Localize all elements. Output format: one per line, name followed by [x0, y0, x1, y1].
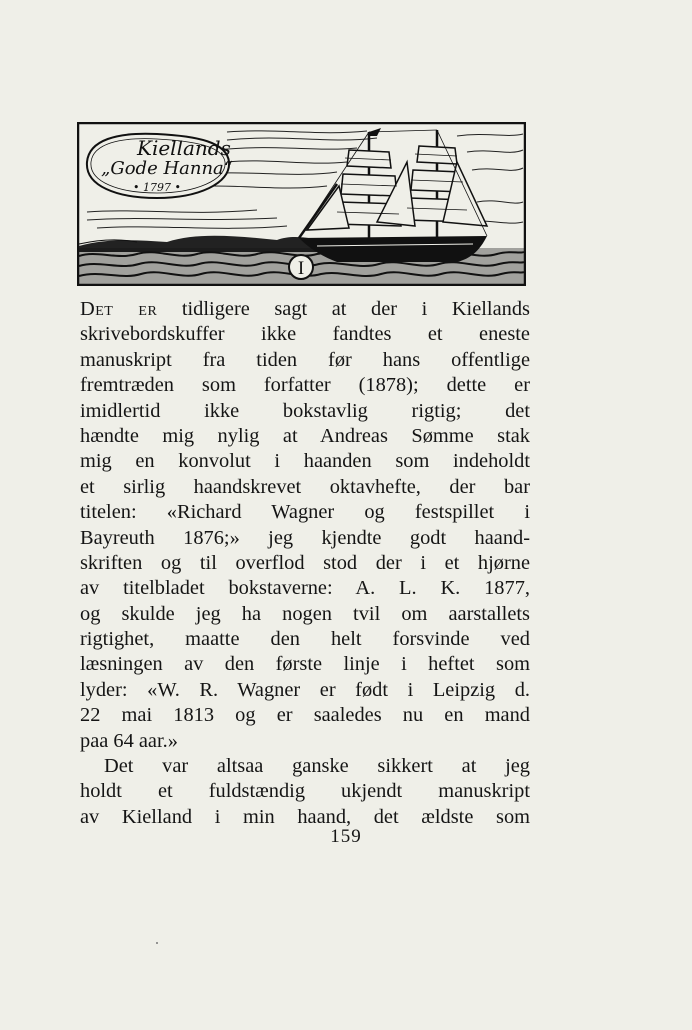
- chapter-numeral: I: [297, 258, 305, 279]
- text-line: holdt et fuldstændig ukjendt manuskript: [80, 780, 530, 803]
- text-line: paa 64 aar.»: [80, 729, 178, 752]
- text-line: lyder: «W. R. Wagner er født i Leipzig d.: [80, 678, 530, 701]
- ship-illustration: [77, 122, 526, 286]
- text-line: læsningen av den første linje i heftet som: [80, 653, 530, 676]
- text-line: Bayreuth 1876;» jeg kjendte godt haand-: [80, 526, 530, 549]
- text-line: fremtræden som forfatter (1878); dette er: [80, 374, 530, 397]
- paper-speck: [156, 942, 158, 944]
- text-line: Det er tidligere sagt at der i Kiellands: [80, 298, 530, 320]
- text-line: imidlertid ikke bokstavlig rigtig; det: [80, 399, 530, 422]
- cartouche-ship-name: „Gode Hanna“: [101, 158, 233, 179]
- text-line: rigtighet, maatte den helt forsvinde ved: [80, 628, 530, 651]
- text-line: Det var altsaa ganske sikkert at jeg: [104, 755, 530, 778]
- text-line: skrivebordskuffer ikke fandtes et eneste: [80, 323, 530, 346]
- body-text: [80, 297, 530, 830]
- text-line: et sirlig haandskrevet oktavhefte, der bar: [80, 475, 530, 498]
- text-line: mig en konvolut i haanden som indeholdt: [80, 450, 530, 473]
- cartouche-title: Kiellands: [137, 136, 231, 160]
- text-line: 22 mai 1813 og er saaledes nu en mand: [80, 704, 530, 727]
- text-line: hændte mig nylig at Andreas Sømme stak: [80, 424, 530, 447]
- cartouche-year: • 1797 •: [133, 181, 181, 194]
- text-line: av Kielland i min haand, det ældste som: [80, 805, 530, 828]
- text-line: av titelbladet bokstaverne: A. L. K. 1877,: [80, 577, 530, 600]
- text-line: og skulde jeg ha nogen tvil om aarstallets: [80, 602, 530, 625]
- page-number: 159: [330, 826, 362, 847]
- text-line: titelen: «Richard Wagner og festspillet i: [80, 501, 530, 524]
- text-line: skriften og til overflod stod der i et hjørne: [80, 551, 530, 574]
- text-line: manuskript fra tiden før hans offentlige: [80, 348, 530, 371]
- chapter-header-vignette: [77, 122, 526, 286]
- opening-smallcaps: Det er: [80, 298, 158, 320]
